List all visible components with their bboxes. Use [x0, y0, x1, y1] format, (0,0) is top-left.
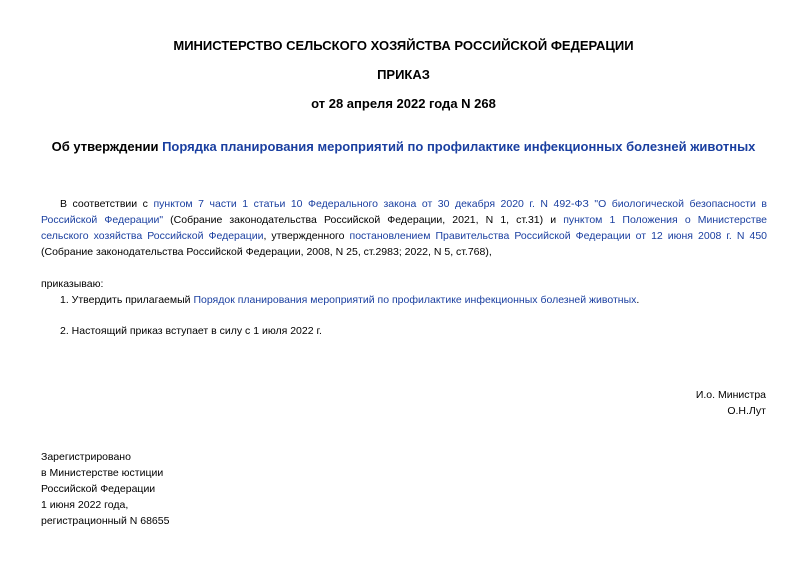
order-item-1	[60, 292, 760, 308]
preamble-line-3	[41, 228, 767, 244]
ministry-regulation-link-continued[interactable]: сельского хозяйства Российской Федерации	[41, 230, 264, 242]
preamble-text: (Собрание законодательства Российской Федерации, 2021, N 1, ст.31) и	[163, 214, 564, 226]
signatory-name: О.Н.Лут	[727, 405, 766, 417]
preamble-line-1	[41, 196, 767, 212]
preamble-line-2	[41, 212, 767, 228]
order-directive: приказываю:	[41, 278, 104, 290]
title-procedure-link[interactable]: Порядка планирования мероприятий по профилактике инфекционных болезней животных	[162, 139, 756, 154]
registration-number: регистрационный N 68655	[41, 515, 170, 527]
government-decree-link[interactable]: постановлением Правительства Российской Федерации от 12 июня 2008 г. N 450	[349, 230, 767, 242]
item-1-prefix: 1. Утвердить прилагаемый	[60, 294, 194, 306]
item-1-suffix: .	[636, 294, 640, 306]
registration-line-3: Российской Федерации	[41, 483, 156, 495]
order-item-2: 2. Настоящий приказ вступает в силу с 1 июля 2022 г.	[60, 325, 322, 337]
procedure-link[interactable]: Порядок планирования мероприятий по профилактике инфекционных болезней животных	[193, 294, 637, 306]
registration-line-1: Зарегистрировано	[41, 451, 131, 463]
federal-law-link-continued[interactable]: Российской Федерации"	[41, 214, 164, 226]
registration-line-4: 1 июня 2022 года,	[41, 499, 129, 511]
document-type-heading: ПРИКАЗ	[377, 67, 430, 82]
preamble-text: В соответствии с	[60, 198, 154, 210]
ministry-regulation-link[interactable]: пунктом 1 Положения о Министерстве	[563, 214, 767, 226]
preamble-text: , утвержденного	[263, 230, 350, 242]
ministry-heading: МИНИСТЕРСТВО СЕЛЬСКОГО ХОЗЯЙСТВА РОССИЙСКОЙ ФЕДЕРАЦИИ	[173, 38, 634, 53]
federal-law-link[interactable]: пунктом 7 части 1 статьи 10 Федерального закона от 30 декабря 2020 г. N 492-ФЗ "О биологической безопасности в	[153, 198, 767, 210]
preamble-paragraph	[41, 196, 767, 260]
document-title	[0, 139, 807, 155]
title-prefix: Об утверждении	[51, 139, 163, 154]
signatory-position: И.о. Министра	[695, 389, 766, 401]
preamble-line-4: (Собрание законодательства Российской Федерации, 2008, N 25, ст.2983; 2022, N 5, ст.768),	[41, 246, 492, 258]
document-date-number: от 28 апреля 2022 года N 268	[311, 96, 496, 111]
registration-line-2: в Министерстве юстиции	[41, 467, 164, 479]
